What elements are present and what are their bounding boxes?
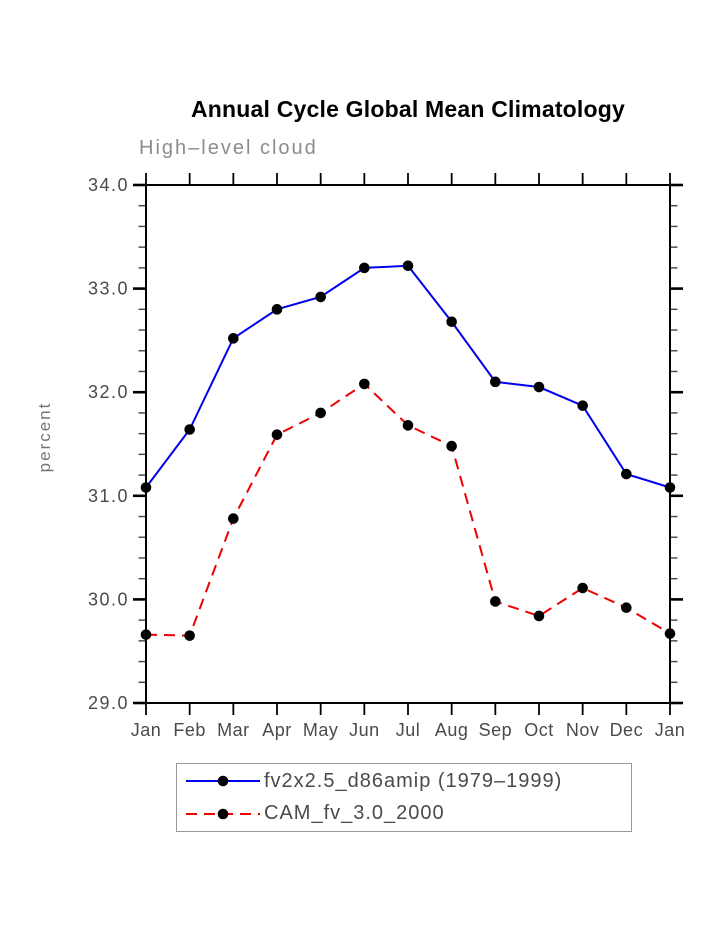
data-point-marker — [621, 469, 632, 480]
legend-line-sample-dashed — [185, 806, 261, 822]
x-tick-label: Dec — [609, 720, 644, 740]
data-point-marker — [315, 292, 326, 303]
legend-label: CAM_fv_3.0_2000 — [264, 802, 445, 825]
x-tick-label: Nov — [565, 720, 600, 740]
x-tick-label: Mar — [217, 720, 250, 740]
data-point-marker — [665, 628, 676, 639]
legend-item-solid-series — [185, 766, 631, 796]
data-point-marker — [490, 377, 501, 388]
data-point-marker — [272, 429, 283, 440]
data-point-marker — [403, 420, 414, 431]
x-tick-label: May — [302, 720, 339, 740]
y-tick-label: 34.0 — [87, 175, 129, 195]
x-tick-label: Jul — [395, 720, 421, 740]
series-line-0 — [146, 266, 670, 488]
data-point-marker — [577, 400, 588, 411]
data-point-marker — [446, 441, 457, 452]
x-tick-label: Apr — [262, 720, 292, 740]
y-axis-minor-ticks — [139, 206, 678, 683]
x-tick-label: Sep — [478, 720, 513, 740]
legend-label: fv2x2.5_d86amip (1979–1999) — [264, 769, 563, 792]
data-point-marker — [184, 424, 195, 435]
data-point-marker — [359, 379, 370, 390]
legend-marker-icon — [218, 808, 229, 819]
y-tick-label: 29.0 — [87, 693, 129, 713]
data-point-marker — [577, 583, 588, 594]
data-point-marker — [403, 261, 414, 272]
data-point-marker — [490, 596, 501, 607]
chart-title: Annual Cycle Global Mean Climatology — [190, 96, 626, 122]
y-axis-title — [35, 402, 54, 473]
y-tick-label: 33.0 — [87, 278, 129, 299]
data-point-marker — [228, 333, 239, 344]
y-tick-label: 30.0 — [87, 589, 129, 610]
x-tick-label: Jan — [654, 720, 686, 740]
legend-item-dashed-series — [185, 799, 631, 829]
data-point-marker — [141, 482, 152, 493]
data-point-marker — [272, 304, 283, 315]
series-markers-1 — [141, 379, 676, 641]
y-axis-tick-labels — [88, 175, 129, 713]
x-axis-tick-labels — [131, 720, 686, 740]
legend-marker-icon — [218, 776, 229, 787]
x-tick-label: Aug — [434, 720, 469, 740]
y-tick-label: 32.0 — [87, 382, 129, 403]
x-tick-label: Jun — [349, 720, 380, 740]
x-axis-ticks — [146, 173, 670, 715]
data-point-marker — [315, 408, 326, 419]
legend-line-sample-solid — [185, 773, 261, 789]
data-point-marker — [141, 629, 152, 640]
data-point-marker — [534, 382, 545, 393]
data-point-marker — [446, 316, 457, 327]
series-markers-0 — [141, 261, 676, 493]
data-point-marker — [359, 263, 370, 274]
data-point-marker — [228, 513, 239, 524]
legend-box — [176, 763, 632, 832]
data-point-marker — [184, 630, 195, 641]
data-point-marker — [665, 482, 676, 493]
data-point-marker — [621, 602, 632, 613]
y-axis-label: percent — [35, 401, 54, 473]
chart-subtitle: High–level cloud — [139, 137, 318, 159]
x-tick-label: Oct — [524, 720, 554, 740]
y-tick-label: 31.0 — [87, 485, 129, 506]
data-point-marker — [534, 611, 545, 622]
x-tick-label: Jan — [130, 720, 162, 740]
x-tick-label: Feb — [173, 720, 206, 740]
